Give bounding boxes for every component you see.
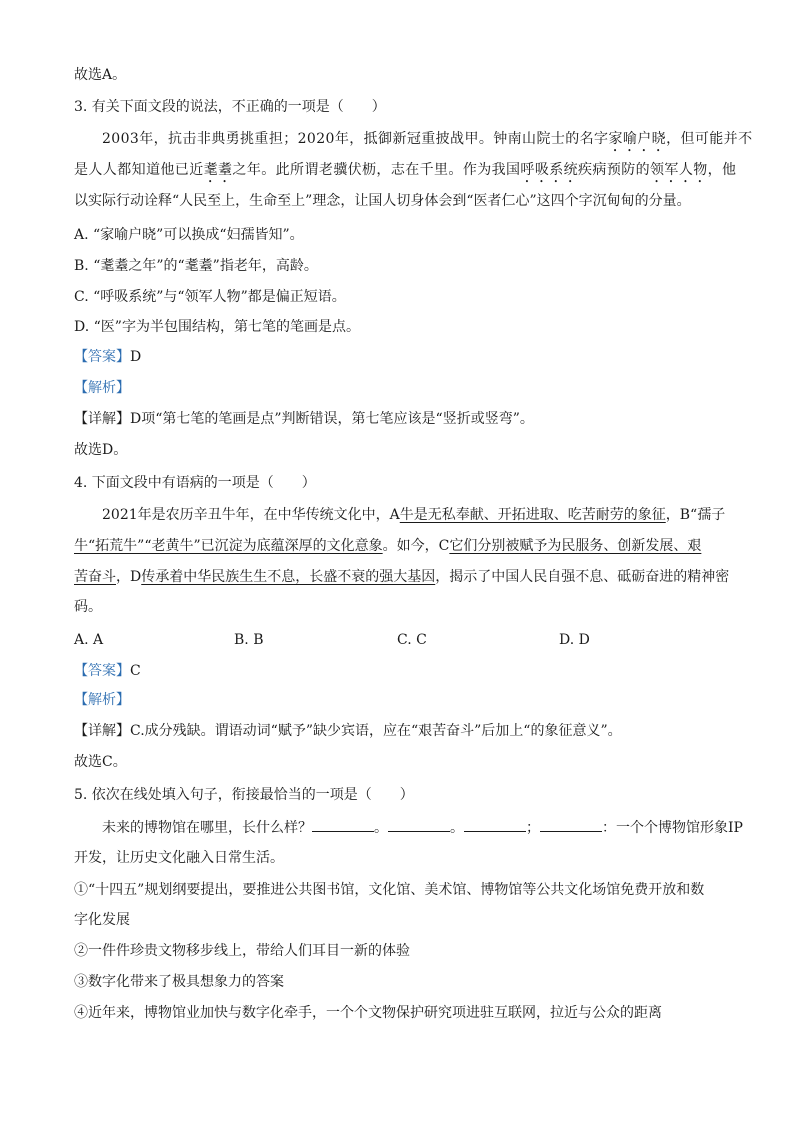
q4-choose: 故选C。 (74, 754, 127, 770)
q4-option-c: C. C (397, 632, 427, 648)
q3-dotted-maodie: 耄耋 (203, 162, 233, 178)
q3-text: ，但可能并不 (666, 131, 753, 147)
q4-underlined-d: 传承着中华民族生生不息，长盛不衰的强大基因 (141, 569, 436, 585)
fill-blank-1 (312, 817, 374, 832)
q3-dotted-huxixitong: 呼吸系统 (520, 162, 579, 178)
q3-text: ，他 (707, 162, 737, 178)
q4-analysis-tag: 【解析】 (74, 692, 130, 708)
q4-stem: 4. 下面文段中有语病的一项是（ ） (74, 475, 316, 491)
q4-underlined-c: 它们分别被赋予为民服务、创新发展、艰 (449, 538, 702, 554)
q4-text: 。如今，C (382, 538, 450, 554)
q5-passage-line-1 (102, 817, 743, 838)
q4-underlined-a: 牛是无私奉献、开拓进取、吃苦耐劳的象征 (399, 507, 666, 523)
q4-text: 2021年是农历辛丑牛年，在中华传统文化中，A (102, 507, 400, 523)
prev-choice-line: 故选A。 (74, 67, 127, 83)
q4-passage-line-2 (74, 536, 701, 556)
q3-stem: 3. 有关下面文段的说法，不正确的一项是（ ） (74, 99, 386, 115)
q5-punct: ； (526, 820, 540, 836)
q3-passage-line-2 (74, 160, 736, 186)
q3-dotted-jiayuhuxiao: 家喻户晓 (608, 131, 667, 147)
q4-option-a: A. A (74, 632, 104, 648)
q5-punct: 。 (374, 820, 388, 836)
fill-blank-2 (388, 817, 450, 832)
q5-item-4: ④近年来，博物馆业加快与数字化牵手，一个个文物保护研究项进驻互联网，拉近与公众的距离 (74, 1005, 662, 1021)
q5-passage-line-2: 开发，让历史文化融入日常生活。 (74, 850, 284, 866)
q4-underlined-c-cont: 苦奋斗 (74, 569, 116, 585)
q4-text: ，D (116, 569, 142, 585)
q4-text: ，B“孺子 (665, 507, 726, 523)
fill-blank-4 (540, 817, 602, 832)
q3-answer: D (130, 349, 142, 365)
q3-answer-line (74, 347, 141, 367)
q3-text: 是人人都知道他已近 (74, 162, 204, 178)
q4-detail-line (74, 721, 622, 741)
q5-item-1-line-1: ①“十四五”规划纲要提出，要推进公共图书馆，文化馆、美术馆、博物馆等公共文化场馆免费开放和数 (74, 882, 705, 898)
q5-item-3: ③数字化带来了极具想象力的答案 (74, 974, 284, 990)
detail-tag: 【详解】 (74, 723, 130, 739)
q3-option-d: D. “医”字为半包围结构，第七笔的笔画是点。 (74, 319, 360, 335)
q4-answer-line (74, 661, 141, 681)
q4-option-d: D. D (559, 632, 590, 648)
answer-tag: 【答案】 (74, 349, 130, 365)
q4-passage-line-3 (74, 567, 729, 587)
q3-detail: D项“第七笔的笔画是点”判断错误，第七笔应该是“竖折或竖弯”。 (130, 411, 534, 427)
q3-option-c: C. “呼吸系统”与“领军人物”都是偏正短语。 (74, 289, 346, 305)
q3-text: 疾病预防的 (578, 162, 651, 178)
q5-text: ：一个个博物馆形象IP (602, 820, 743, 836)
q4-answer: C (130, 663, 141, 679)
detail-tag: 【详解】 (74, 411, 130, 427)
q5-stem: 5. 依次在线处填入句子，衔接最恰当的一项是（ ） (74, 787, 414, 803)
q5-item-1-line-2: 字化发展 (74, 912, 130, 928)
q5-text: 未来的博物馆在哪里，长什么样？ (102, 820, 312, 836)
q3-text: 之年。此所谓老骥伏枥，志在千里。作为我国 (232, 162, 521, 178)
q3-passage-line-1 (102, 129, 752, 155)
q4-passage-line-1 (102, 505, 725, 525)
q3-option-a: A. “家喻户晓”可以换成“妇孺皆知”。 (74, 227, 304, 243)
q3-option-b: B. “耄耋之年”的“耄耋”指老年，高龄。 (74, 258, 318, 274)
q3-detail-line (74, 409, 534, 429)
q5-punct: 。 (450, 820, 464, 836)
q5-item-2: ②一件件珍贵文物移步线上，带给人们耳目一新的体验 (74, 943, 410, 959)
q3-text: 2003年，抗击非典勇挑重担；2020年，抵御新冠重披战甲。钟南山院士的名字 (102, 131, 609, 147)
q3-dotted-lingjunrenwu: 领军人物 (650, 162, 708, 178)
q4-passage-line-4: 码。 (74, 599, 102, 615)
q3-analysis-tag: 【解析】 (74, 380, 130, 396)
q4-text: ，揭示了中国人民自强不息、砥砺奋进的精神密 (435, 569, 730, 585)
q4-detail: C.成分残缺。谓语动词“赋予”缺少宾语，应在“艰苦奋斗”后加上“的象征意义”。 (130, 723, 622, 739)
answer-tag: 【答案】 (74, 663, 130, 679)
fill-blank-3 (464, 817, 526, 832)
q4-underlined-b: 牛“拓荒牛”“老黄牛”已沉淀为底蕴深厚的文化意象 (74, 538, 383, 554)
q3-choose: 故选D。 (74, 442, 128, 458)
q4-option-b: B. B (234, 632, 264, 648)
q3-passage-line-3: 以实际行动诠释“人民至上，生命至上”理念，让国人切身体会到“医者仁心”这四个字沉甸甸的分量。 (74, 193, 691, 209)
